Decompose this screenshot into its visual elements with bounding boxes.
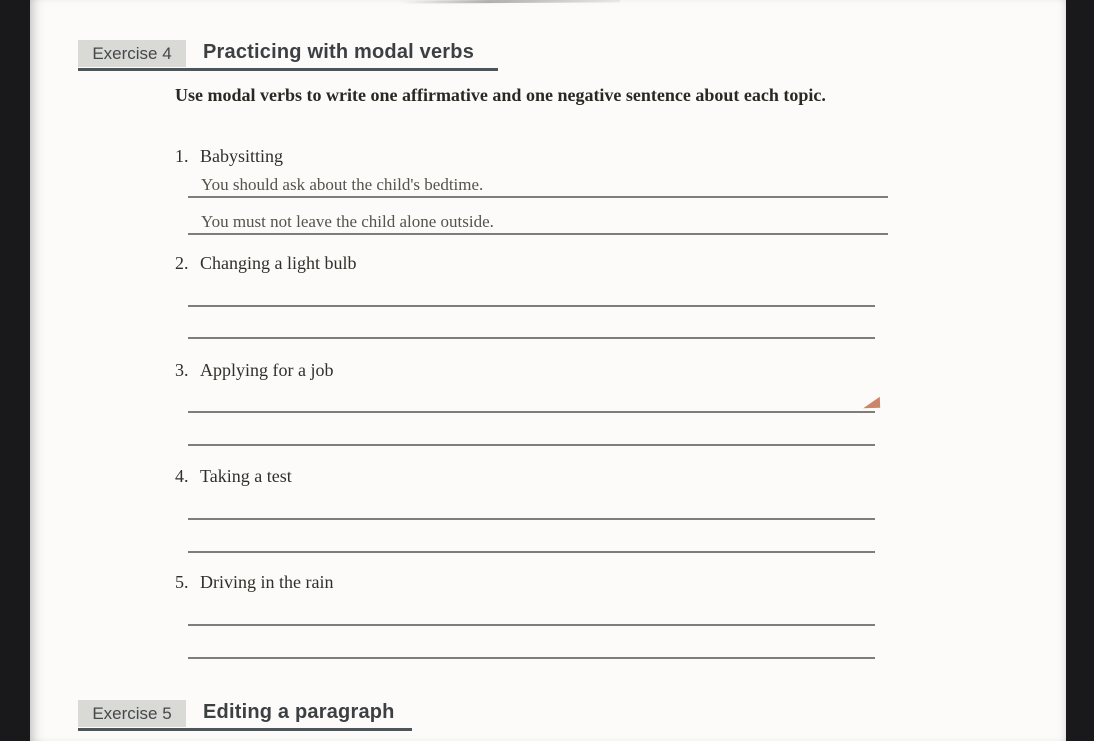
answer-blank bbox=[188, 491, 875, 520]
exercise5-header bbox=[78, 700, 395, 727]
list-item-topic bbox=[175, 146, 283, 167]
red-pen-mark bbox=[863, 397, 880, 409]
item-number: 2. bbox=[175, 253, 189, 273]
textbook-page bbox=[30, 0, 1066, 741]
answer-blank bbox=[188, 278, 875, 307]
item-topic: Babysitting bbox=[200, 146, 284, 166]
list-item-topic bbox=[175, 253, 357, 274]
exercise5-title-rule bbox=[78, 728, 412, 731]
item-number: 4. bbox=[175, 466, 189, 486]
exercise4-title-rule bbox=[78, 68, 498, 71]
exercise4-instructions: Use modal verbs to write one affirmative and one negative sentence about each topic. bbox=[175, 85, 826, 105]
scan-artifact-smudge bbox=[400, 0, 620, 4]
item-number: 3. bbox=[175, 360, 189, 380]
exercise5-title: Editing a paragraph bbox=[203, 701, 395, 723]
exercise4-badge: Exercise 4 bbox=[78, 40, 186, 67]
answer-blank: You must not leave the child alone outside. bbox=[188, 205, 888, 235]
item-number: 1. bbox=[175, 146, 189, 166]
item-topic: Taking a test bbox=[200, 466, 292, 486]
answer-blank bbox=[188, 524, 875, 553]
answer-blank bbox=[188, 630, 875, 659]
list-item-topic bbox=[175, 466, 292, 487]
list-item-topic bbox=[175, 360, 333, 381]
answer-blank bbox=[188, 597, 875, 626]
answer-blank bbox=[188, 417, 875, 446]
item-topic: Changing a light bulb bbox=[200, 253, 357, 273]
item-topic: Applying for a job bbox=[200, 360, 334, 380]
exercise4-header bbox=[78, 40, 475, 67]
answer-blank bbox=[188, 384, 875, 413]
item-number: 5. bbox=[175, 572, 189, 592]
list-item-topic bbox=[175, 572, 333, 593]
answer-blank: You should ask about the child's bedtime. bbox=[188, 168, 888, 198]
item-topic: Driving in the rain bbox=[200, 572, 334, 592]
exercise5-badge: Exercise 5 bbox=[78, 700, 186, 727]
answer-blank bbox=[188, 310, 875, 339]
exercise4-title: Practicing with modal verbs bbox=[203, 41, 475, 63]
